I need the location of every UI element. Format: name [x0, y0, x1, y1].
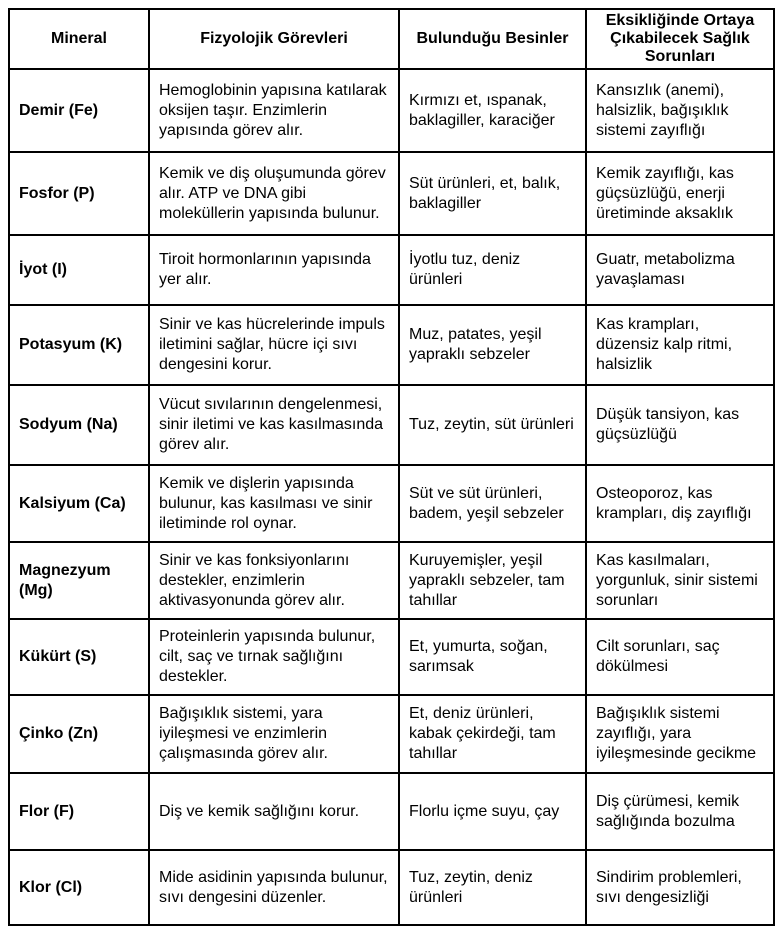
- foods-cell: Kırmızı et, ıspanak, baklagiller, karaciğer: [399, 69, 586, 152]
- roles-cell: Sinir ve kas hücrelerinde impuls iletimini sağlar, hücre içi sıvı dengesini korur.: [149, 305, 399, 385]
- foods-cell: Et, yumurta, soğan, sarımsak: [399, 619, 586, 695]
- deficiency-cell: Kas krampları, düzensiz kalp ritmi, halsizlik: [586, 305, 774, 385]
- mineral-cell: Klor (Cl): [9, 850, 149, 925]
- table-row: [9, 465, 774, 542]
- roles-cell: Hemoglobinin yapısına katılarak oksijen taşır. Enzimlerin yapısında görev alır.: [149, 69, 399, 152]
- foods-cell: Et, deniz ürünleri, kabak çekirdeği, tam tahıllar: [399, 695, 586, 773]
- table-row: [9, 619, 774, 695]
- roles-cell: Bağışıklık sistemi, yara iyileşmesi ve enzimlerin çalışmasında görev alır.: [149, 695, 399, 773]
- table-row: [9, 385, 774, 465]
- header-mineral: Mineral: [9, 9, 149, 69]
- mineral-cell: Potasyum (K): [9, 305, 149, 385]
- mineral-cell: Sodyum (Na): [9, 385, 149, 465]
- mineral-cell: Magnezyum (Mg): [9, 542, 149, 619]
- foods-cell: Süt ürünleri, et, balık, baklagiller: [399, 152, 586, 235]
- roles-cell: Sinir ve kas fonksiyonlarını destekler, enzimlerin aktivasyonunda görev alır.: [149, 542, 399, 619]
- foods-cell: Kuruyemişler, yeşil yapraklı sebzeler, tam tahıllar: [399, 542, 586, 619]
- deficiency-cell: Kas kasılmaları, yorgunluk, sinir sistemi sorunları: [586, 542, 774, 619]
- mineral-cell: Demir (Fe): [9, 69, 149, 152]
- mineral-cell: Flor (F): [9, 773, 149, 850]
- table-row: [9, 305, 774, 385]
- roles-cell: Kemik ve dişlerin yapısında bulunur, kas kasılması ve sinir iletiminde rol oynar.: [149, 465, 399, 542]
- roles-cell: Mide asidinin yapısında bulunur, sıvı dengesini düzenler.: [149, 850, 399, 925]
- roles-cell: Diş ve kemik sağlığını korur.: [149, 773, 399, 850]
- roles-cell: Kemik ve diş oluşumunda görev alır. ATP ve DNA gibi moleküllerin yapısında bulunur.: [149, 152, 399, 235]
- roles-cell: Proteinlerin yapısında bulunur, cilt, saç ve tırnak sağlığını destekler.: [149, 619, 399, 695]
- header-physiological-roles: Fizyolojik Görevleri: [149, 9, 399, 69]
- foods-cell: Florlu içme suyu, çay: [399, 773, 586, 850]
- deficiency-cell: Sindirim problemleri, sıvı dengesizliği: [586, 850, 774, 925]
- foods-cell: Tuz, zeytin, süt ürünleri: [399, 385, 586, 465]
- foods-cell: Muz, patates, yeşil yapraklı sebzeler: [399, 305, 586, 385]
- mineral-cell: Çinko (Zn): [9, 695, 149, 773]
- deficiency-cell: Bağışıklık sistemi zayıflığı, yara iyileşmesinde gecikme: [586, 695, 774, 773]
- mineral-cell: İyot (I): [9, 235, 149, 305]
- minerals-table: [8, 8, 775, 926]
- table-row: [9, 773, 774, 850]
- deficiency-cell: Cilt sorunları, saç dökülmesi: [586, 619, 774, 695]
- deficiency-cell: Osteoporoz, kas krampları, diş zayıflığı: [586, 465, 774, 542]
- mineral-cell: Kalsiyum (Ca): [9, 465, 149, 542]
- table-row: [9, 235, 774, 305]
- table-row: [9, 695, 774, 773]
- deficiency-cell: Diş çürümesi, kemik sağlığında bozulma: [586, 773, 774, 850]
- table-row: [9, 850, 774, 925]
- deficiency-cell: Guatr, metabolizma yavaşlaması: [586, 235, 774, 305]
- deficiency-cell: Kemik zayıflığı, kas güçsüzlüğü, enerji üretiminde aksaklık: [586, 152, 774, 235]
- mineral-cell: Kükürt (S): [9, 619, 149, 695]
- header-row: [9, 9, 774, 69]
- roles-cell: Vücut sıvılarının dengelenmesi, sinir iletimi ve kas kasılmasında görev alır.: [149, 385, 399, 465]
- foods-cell: Süt ve süt ürünleri, badem, yeşil sebzeler: [399, 465, 586, 542]
- table-body: [9, 69, 774, 925]
- table-row: [9, 152, 774, 235]
- mineral-cell: Fosfor (P): [9, 152, 149, 235]
- table-row: [9, 69, 774, 152]
- deficiency-cell: Düşük tansiyon, kas güçsüzlüğü: [586, 385, 774, 465]
- roles-cell: Tiroit hormonlarının yapısında yer alır.: [149, 235, 399, 305]
- header-deficiency-problems: Eksikliğinde Ortaya Çıkabilecek Sağlık Sorunları: [586, 9, 774, 69]
- deficiency-cell: Kansızlık (anemi), halsizlik, bağışıklık sistemi zayıflığı: [586, 69, 774, 152]
- foods-cell: Tuz, zeytin, deniz ürünleri: [399, 850, 586, 925]
- foods-cell: İyotlu tuz, deniz ürünleri: [399, 235, 586, 305]
- table-row: [9, 542, 774, 619]
- header-food-sources: Bulunduğu Besinler: [399, 9, 586, 69]
